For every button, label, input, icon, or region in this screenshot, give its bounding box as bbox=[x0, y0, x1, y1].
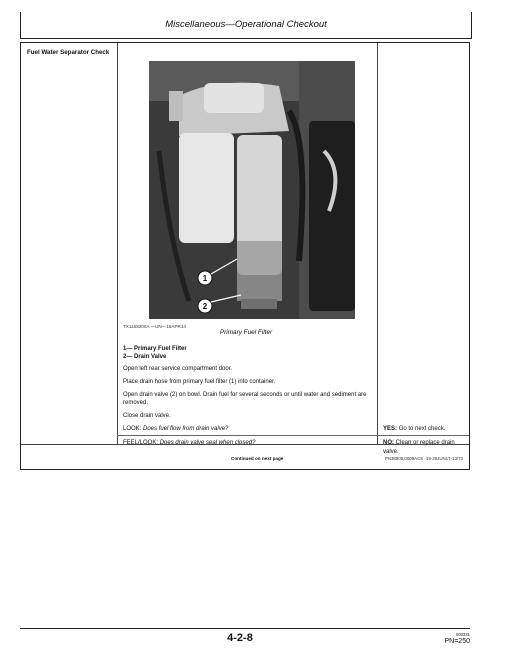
step-text: Open left rear service compartment door. bbox=[123, 366, 233, 372]
check-prefix: LOOK: bbox=[123, 426, 142, 432]
page-header bbox=[20, 12, 472, 39]
header-title: Miscellaneous—Operational Checkout bbox=[165, 19, 327, 30]
answer-label: YES: bbox=[383, 426, 398, 432]
legend-item: 1— Primary Fuel Filter bbox=[123, 346, 187, 352]
page-frame bbox=[20, 12, 470, 461]
check-question: Does fuel flow from drain valve? bbox=[143, 426, 229, 432]
answer-2 bbox=[383, 439, 465, 456]
section-title: Fuel Water Separator Check bbox=[27, 49, 110, 56]
bottom-rule bbox=[20, 628, 470, 629]
callout-1-label: 1 bbox=[202, 274, 208, 283]
figure-ref-code: TX1158200A —UN—16APR14 bbox=[123, 324, 186, 329]
small-code: 000331 bbox=[456, 632, 470, 637]
page-number: 4-2-8 bbox=[227, 632, 253, 644]
answer-text: Go to next check. bbox=[398, 426, 446, 432]
check-row-1 bbox=[123, 425, 373, 433]
callout-2-label: 2 bbox=[202, 302, 208, 311]
figure-legend bbox=[123, 345, 187, 361]
legend-item: 2— Drain Valve bbox=[123, 354, 167, 360]
check-row-divider bbox=[117, 435, 469, 436]
fuel-filter-photo bbox=[149, 61, 355, 319]
answer-label: NO: bbox=[383, 440, 394, 446]
fuel-filter-illustration bbox=[149, 61, 355, 319]
document-reference: PN38905,0009ACS -19-29JUN17-13/73 bbox=[384, 456, 463, 461]
step-text: Close drain valve. bbox=[123, 413, 171, 419]
step-text: Place drain hose from primary fuel filter (1) into container. bbox=[123, 379, 276, 385]
step-text: Open drain valve (2) on bowl. Drain fuel for several seconds or until water and sediment are removed. bbox=[123, 392, 367, 406]
answer-1 bbox=[383, 425, 465, 434]
continued-note: Continued on next page bbox=[231, 456, 284, 461]
procedure-table bbox=[20, 42, 470, 470]
pn-number: PN=250 bbox=[444, 638, 470, 645]
check-row-2 bbox=[123, 439, 373, 447]
check-prefix: FEEL/LOOK: bbox=[123, 440, 159, 446]
answer-text: Clean or replace drain valve. bbox=[383, 440, 455, 455]
column-divider-right bbox=[377, 43, 378, 445]
figure-caption: Primary Fuel Filter bbox=[219, 329, 273, 336]
check-question: Does drain valve seal when closed? bbox=[159, 440, 256, 446]
column-divider-left bbox=[117, 43, 118, 445]
